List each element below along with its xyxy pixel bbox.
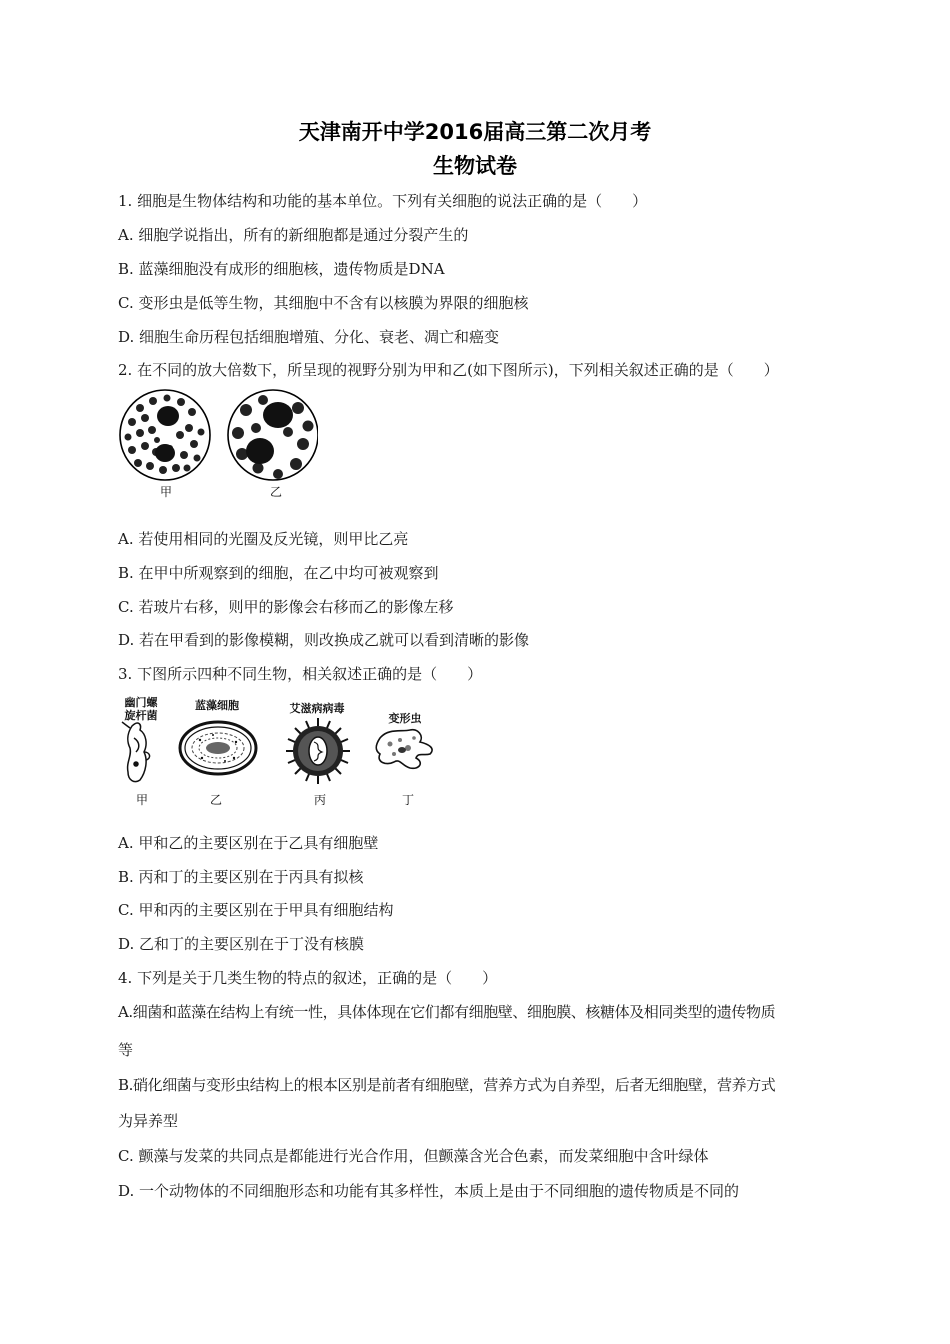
question-2-stem: 2. 在不同的放大倍数下，所呈现的视野分别为甲和乙(如下图所示)，下列相关叙述正确的是（ ） bbox=[118, 361, 779, 379]
question-4-option-a-cont: 等 bbox=[118, 1041, 134, 1059]
question-4-option-b-cont: 为异养型 bbox=[118, 1112, 179, 1130]
exam-title: 天津南开中学2016届高三第二次月考 bbox=[298, 120, 652, 144]
question-2-option-b: B. 在甲中所观察到的细胞，在乙中均可被观察到 bbox=[118, 564, 439, 582]
question-3-option-c: C. 甲和丙的主要区别在于甲具有细胞结构 bbox=[118, 901, 394, 919]
organism-label-yi: 乙 bbox=[210, 793, 223, 807]
question-2-option-d: D. 若在甲看到的影像模糊，则改换成乙就可以看到清晰的影像 bbox=[118, 631, 530, 649]
organism-label-bing: 丙 bbox=[314, 793, 327, 807]
question-2-option-c: C. 若玻片右移，则甲的影像会右移而乙的影像左移 bbox=[118, 598, 454, 616]
organism-name-4: 变形虫 bbox=[388, 712, 422, 725]
organism-name-2: 蓝藻细胞 bbox=[195, 699, 239, 712]
organisms-figure bbox=[118, 718, 438, 788]
organism-label-jia: 甲 bbox=[136, 793, 149, 807]
field-jia-image bbox=[120, 390, 210, 480]
question-4-option-c: C. 颤藻与发菜的共同点是都能进行光合作用，但颤藻含光合色素，而发菜细胞中含叶绿体 bbox=[118, 1147, 709, 1165]
organism-label-ding: 丁 bbox=[402, 793, 415, 807]
amoeba-image bbox=[376, 730, 432, 769]
question-3-option-b: B. 丙和丁的主要区别在于丙具有拟核 bbox=[118, 868, 364, 886]
exam-subtitle: 生物试卷 bbox=[433, 154, 517, 178]
question-2-option-a: A. 若使用相同的光圈及反光镜，则甲比乙亮 bbox=[118, 530, 409, 548]
question-4-stem: 4. 下列是关于几类生物的特点的叙述，正确的是（ ） bbox=[118, 969, 498, 987]
organism-name-1-line2: 旋杆菌 bbox=[124, 709, 158, 722]
figure-label-jia: 甲 bbox=[160, 485, 173, 499]
question-1-option-a: A. 细胞学说指出，所有的新细胞都是通过分裂产生的 bbox=[118, 226, 469, 244]
figure-label-yi: 乙 bbox=[270, 485, 283, 499]
question-3-stem: 3. 下图所示四种不同生物，相关叙述正确的是（ ） bbox=[118, 665, 483, 683]
cyanobacterium-image bbox=[180, 722, 256, 774]
question-1-option-b: B. 蓝藻细胞没有成形的细胞核，遗传物质是DNA bbox=[118, 260, 445, 278]
bacterium-image bbox=[122, 722, 150, 782]
organism-name-1-line1: 幽门螺 bbox=[124, 696, 158, 709]
question-1-stem: 1. 细胞是生物体结构和功能的基本单位。下列有关细胞的说法正确的是（ ） bbox=[118, 192, 648, 210]
question-3-option-d: D. 乙和丁的主要区别在于丁没有核膜 bbox=[118, 935, 365, 953]
question-3-option-a: A. 甲和乙的主要区别在于乙具有细胞壁 bbox=[118, 834, 379, 852]
field-yi-image bbox=[228, 390, 318, 480]
organism-name-3: 艾滋病病毒 bbox=[289, 702, 345, 715]
question-4-option-b: B.硝化细菌与变形虫结构上的根本区别是前者有细胞壁，营养方式为自养型，后者无细胞壁，营养方式 bbox=[118, 1076, 776, 1094]
question-4-option-a: A.细菌和蓝藻在结构上有统一性，具体体现在它们都有细胞壁、细胞膜、核糖体及相同类型的遗传物质 bbox=[118, 1003, 776, 1021]
question-4-option-d: D. 一个动物体的不同细胞形态和功能有其多样性，本质上是由于不同细胞的遗传物质是不同的 bbox=[118, 1182, 740, 1200]
microscope-fields-figure bbox=[118, 388, 318, 500]
question-1-option-c: C. 变形虫是低等生物，其细胞中不含有以核膜为界限的细胞核 bbox=[118, 294, 529, 312]
hiv-virus-image bbox=[286, 718, 350, 784]
question-1-option-d: D. 细胞生命历程包括细胞增殖、分化、衰老、凋亡和癌变 bbox=[118, 328, 500, 346]
